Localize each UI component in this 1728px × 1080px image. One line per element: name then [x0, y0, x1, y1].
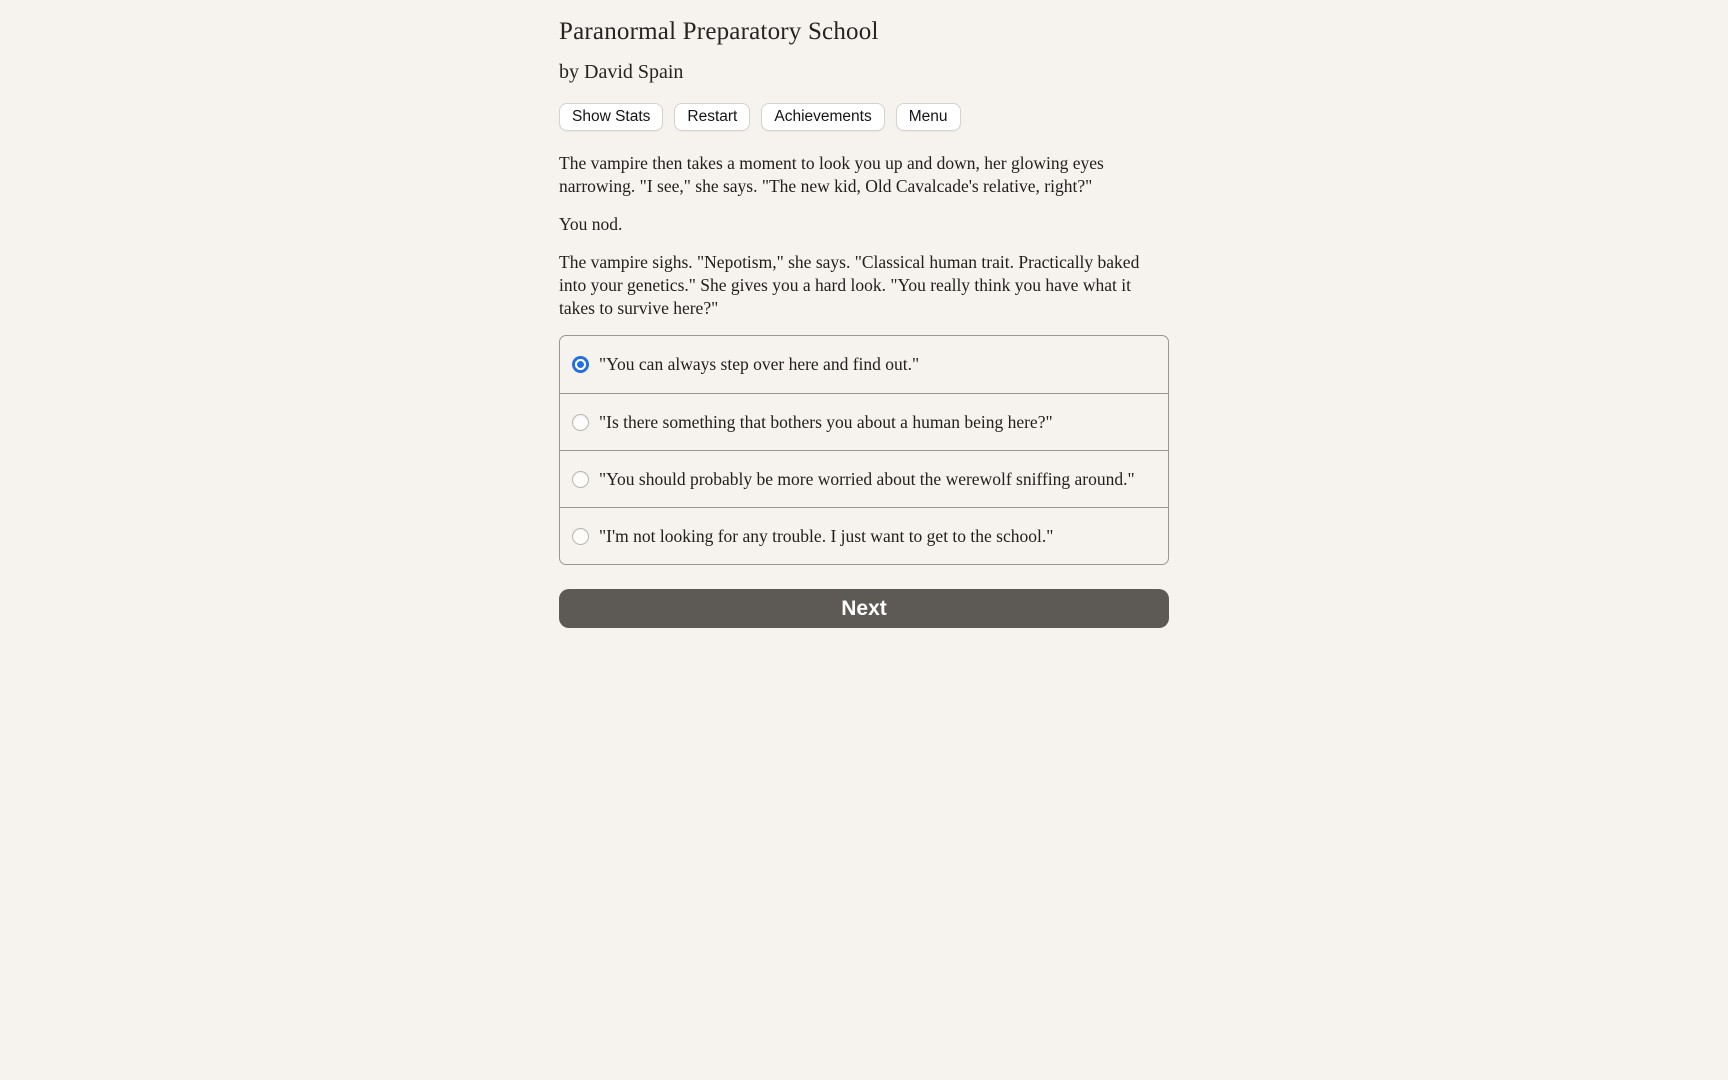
choice-option-label: "Is there something that bothers you about a human being here?" — [599, 411, 1053, 432]
story-paragraph: The vampire then takes a moment to look you up and down, her glowing eyes narrowing. "I see," she says. "The new kid, Old Cavalcade's relative, right?" — [559, 153, 1104, 196]
radio-unselected-icon[interactable] — [572, 414, 589, 431]
story-paragraph: You nod. — [559, 214, 623, 234]
story-text — [559, 152, 1169, 320]
story-paragraph: The vampire sighs. "Nepotism," she says. "Classical human trait. Practically baked into your genetics." She gives you a hard look. "You really think you have what it takes to survive here?" — [559, 252, 1140, 318]
game-content — [559, 0, 1169, 628]
choice-option-label: "You can always step over here and find out." — [599, 354, 920, 374]
author-byline: by David Spain — [559, 61, 684, 83]
achievements-button[interactable]: Achievements — [761, 103, 884, 131]
radio-unselected-icon[interactable] — [572, 471, 589, 488]
restart-button[interactable]: Restart — [674, 103, 750, 131]
choice-option-3[interactable] — [560, 450, 1168, 507]
choice-group — [559, 335, 1169, 565]
choice-option-4[interactable] — [560, 507, 1168, 564]
menu-button[interactable]: Menu — [896, 103, 961, 131]
page-title: Paranormal Preparatory School — [559, 18, 879, 45]
next-button[interactable]: Next — [559, 589, 1169, 628]
radio-unselected-icon[interactable] — [572, 528, 589, 545]
show-stats-button[interactable]: Show Stats — [559, 103, 663, 131]
radio-selected-icon[interactable] — [572, 356, 589, 373]
choice-option-label: "I'm not looking for any trouble. I just want to get to the school." — [599, 525, 1054, 546]
toolbar — [559, 103, 1169, 131]
choice-option-label: "You should probably be more worried about the werewolf sniffing around." — [599, 468, 1135, 489]
choice-option-1[interactable] — [560, 336, 1168, 393]
choice-option-2[interactable] — [560, 393, 1168, 450]
